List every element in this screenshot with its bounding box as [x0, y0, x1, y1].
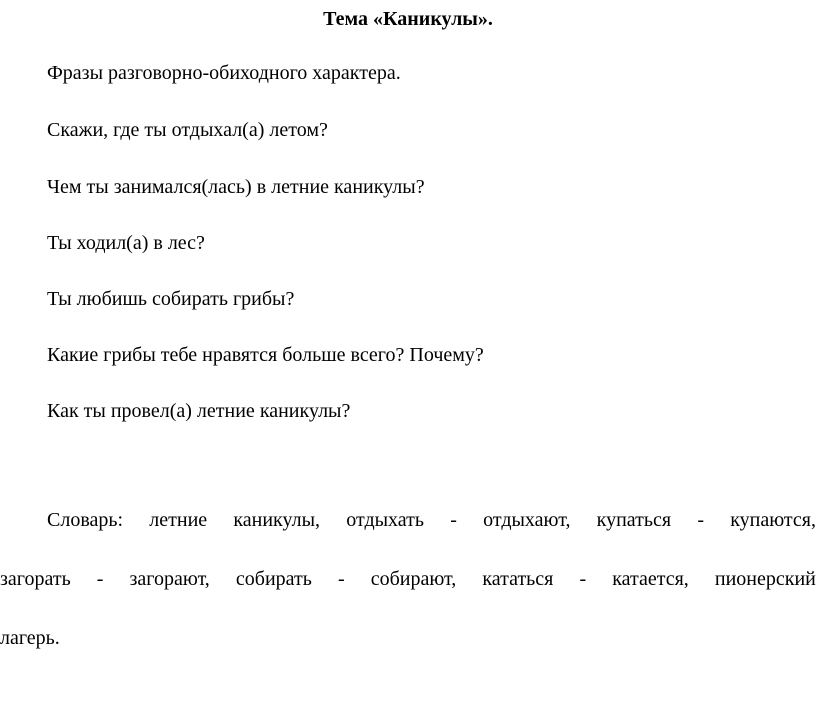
vocabulary-word: каникулы, [233, 509, 321, 531]
phrase-line: Чем ты занимался(лась) в летние каникулы? [47, 176, 425, 198]
vocabulary-word: отдыхать [346, 509, 425, 531]
vocabulary-word: отдыхают, [483, 509, 571, 531]
vocabulary-word: лагерь. [0, 627, 60, 649]
vocabulary-word: загорают, [129, 568, 210, 590]
phrase-line: Ты любишь собирать грибы? [47, 288, 295, 310]
vocabulary-word: - [450, 509, 457, 531]
vocabulary-line [0, 567, 816, 591]
document-title: Тема «Каникулы». [323, 8, 493, 30]
vocabulary-word: - [697, 509, 704, 531]
vocabulary-word: собирают, [370, 568, 457, 590]
vocabulary-word: собирать [235, 568, 312, 590]
vocabulary-word: купаться [596, 509, 672, 531]
vocabulary-word: загорать [0, 568, 71, 590]
phrase-line: Скажи, где ты отдыхал(а) летом? [47, 119, 328, 141]
phrase-line: Какие грибы тебе нравятся больше всего? Почему? [47, 344, 484, 366]
vocabulary-line [0, 508, 816, 532]
vocabulary-word: - [96, 568, 104, 590]
vocabulary-word: пионерский [714, 568, 816, 590]
vocabulary-line [0, 626, 816, 650]
vocabulary-word: - [337, 568, 345, 590]
vocabulary-word: купаются, [730, 509, 816, 531]
vocabulary-word: Словарь: [47, 509, 124, 531]
vocabulary-word: катается, [612, 568, 689, 590]
vocabulary-word: кататься [482, 568, 554, 590]
phrase-line: Как ты провел(а) летние каникулы? [47, 400, 351, 422]
vocabulary-word: летние [149, 509, 208, 531]
vocabulary-paragraph [0, 508, 816, 650]
phrases-heading: Фразы разговорно-обиходного характера. [47, 62, 401, 84]
phrase-line: Ты ходил(а) в лес? [47, 232, 205, 254]
vocabulary-word: - [579, 568, 587, 590]
